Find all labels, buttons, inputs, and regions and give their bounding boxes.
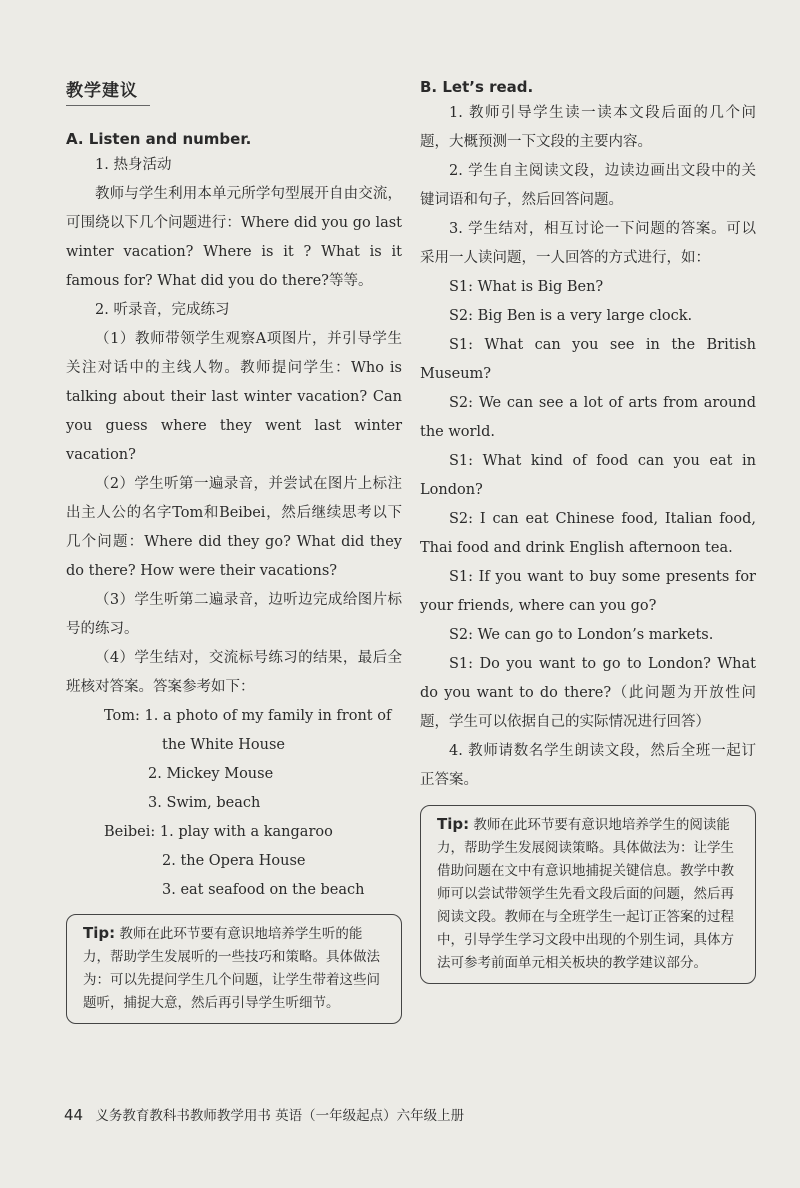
step-2-3: （3）学生听第二遍录音，边听边完成给图片标号的练习。 <box>66 592 402 637</box>
dialogue-line: S1: If you want to buy some presents for your friends, where can you go? <box>420 569 756 614</box>
tip-label: Tip: <box>83 924 116 942</box>
page-number: 44 <box>64 1106 84 1124</box>
dialogue-line: S1: What is Big Ben? <box>449 279 604 295</box>
answer-tom-3: 3. Swim, beach <box>148 795 261 811</box>
page-footer <box>64 1104 464 1124</box>
answer-tom-1: Tom: 1. a photo of my family in front of <box>104 708 392 724</box>
read-step-4: 4. 教师请数名学生朗读文段，然后全班一起订正答案。 <box>420 743 756 788</box>
book-title: 义务教育教科书教师教学用书 英语（一年级起点）六年级上册 <box>95 1108 465 1124</box>
right-column <box>420 76 756 984</box>
dialogue-line: S2: We can go to London’s markets. <box>449 627 714 643</box>
answer-beibei-1: Beibei: 1. play with a kangaroo <box>104 824 333 840</box>
answer-tom-2: 2. Mickey Mouse <box>148 766 274 782</box>
answer-list <box>66 702 402 905</box>
tip-box-listening <box>66 914 402 1024</box>
dialogue-line: S2: We can see a lot of arts from around the world. <box>420 395 756 440</box>
step-2-title: 2. 听录音，完成练习 <box>95 302 230 318</box>
dialogue-line: S1: What can you see in the British Museum? <box>420 337 756 382</box>
step-2-2: （2）学生听第一遍录音，并尝试在图片上标注出主人公的名字Tom和Beibei，然后继续思考以下几个问题：Where did they go? What did they do there? How were their vacations? <box>66 476 402 579</box>
step-2-1: （1）教师带领学生观察A项图片，并引导学生关注对话中的主线人物。教师提问学生：Who is talking about their last winter vacation? Can you guess where they went last winter vacation? <box>66 331 402 463</box>
tip-label: Tip: <box>437 815 470 833</box>
dialogue-line: S1: What kind of food can you eat in London? <box>420 453 756 498</box>
step-2-4: （4）学生结对，交流标号练习的结果，最后全班核对答案。答案参考如下： <box>66 650 402 695</box>
step-1-text: 教师与学生利用本单元所学句型展开自由交流，可围绕以下几个问题进行：Where did you go last winter vacation? Where is it ? What is it famous for? What did you do there?等等。 <box>66 186 402 289</box>
tip-text: 教师在此环节要有意识地培养学生听的能力，帮助学生发展听的一些技巧和策略。具体做法为：可以先提问学生几个问题，让学生带着这些问题听，捕捉大意，然后再引导学生听细节。 <box>83 926 380 1011</box>
left-column <box>66 76 402 1024</box>
read-step-3: 3. 学生结对，相互讨论一下问题的答案。可以采用一人读问题，一人回答的方式进行，如： <box>420 221 756 266</box>
answer-beibei-2: 2. the Opera House <box>162 853 306 869</box>
dialogue-line: S2: I can eat Chinese food, Italian food, Thai food and drink English afternoon tea. <box>420 511 756 556</box>
step-1-title: 1. 热身活动 <box>95 157 172 173</box>
heading-lets-read: B. Let’s read. <box>420 78 534 96</box>
dialogue-line: S2: Big Ben is a very large clock. <box>449 308 693 324</box>
heading-listen-and-number: A. Listen and number. <box>66 130 252 148</box>
answer-beibei-3: 3. eat seafood on the beach <box>162 882 365 898</box>
read-step-1: 1. 教师引导学生读一读本文段后面的几个问题，大概预测一下文段的主要内容。 <box>420 105 756 150</box>
answer-tom-1-cont: the White House <box>162 737 285 753</box>
section-title: 教学建议 <box>66 76 150 106</box>
tip-box-reading <box>420 805 756 984</box>
read-step-2: 2. 学生自主阅读文段，边读边画出文段中的关键词语和句子，然后回答问题。 <box>420 163 756 208</box>
tip-text: 教师在此环节要有意识地培养学生的阅读能力，帮助学生发展阅读策略。具体做法为：让学生借助问题在文中有意识地捕捉关键信息。教学中教师可以尝试带领学生先看文段后面的问题，然后再阅读文段。教师在与全班学生一起订正答案的过程中，引导学生学习文段中出现的个别生词，具体方法可参考前面单元相关板块的教学建议部分。 <box>437 817 734 971</box>
dialogue-line: S1: Do you want to go to London? What do you want to do there?（此问题为开放性问题，学生可以依据自己的实际情况进行回答） <box>420 656 756 730</box>
